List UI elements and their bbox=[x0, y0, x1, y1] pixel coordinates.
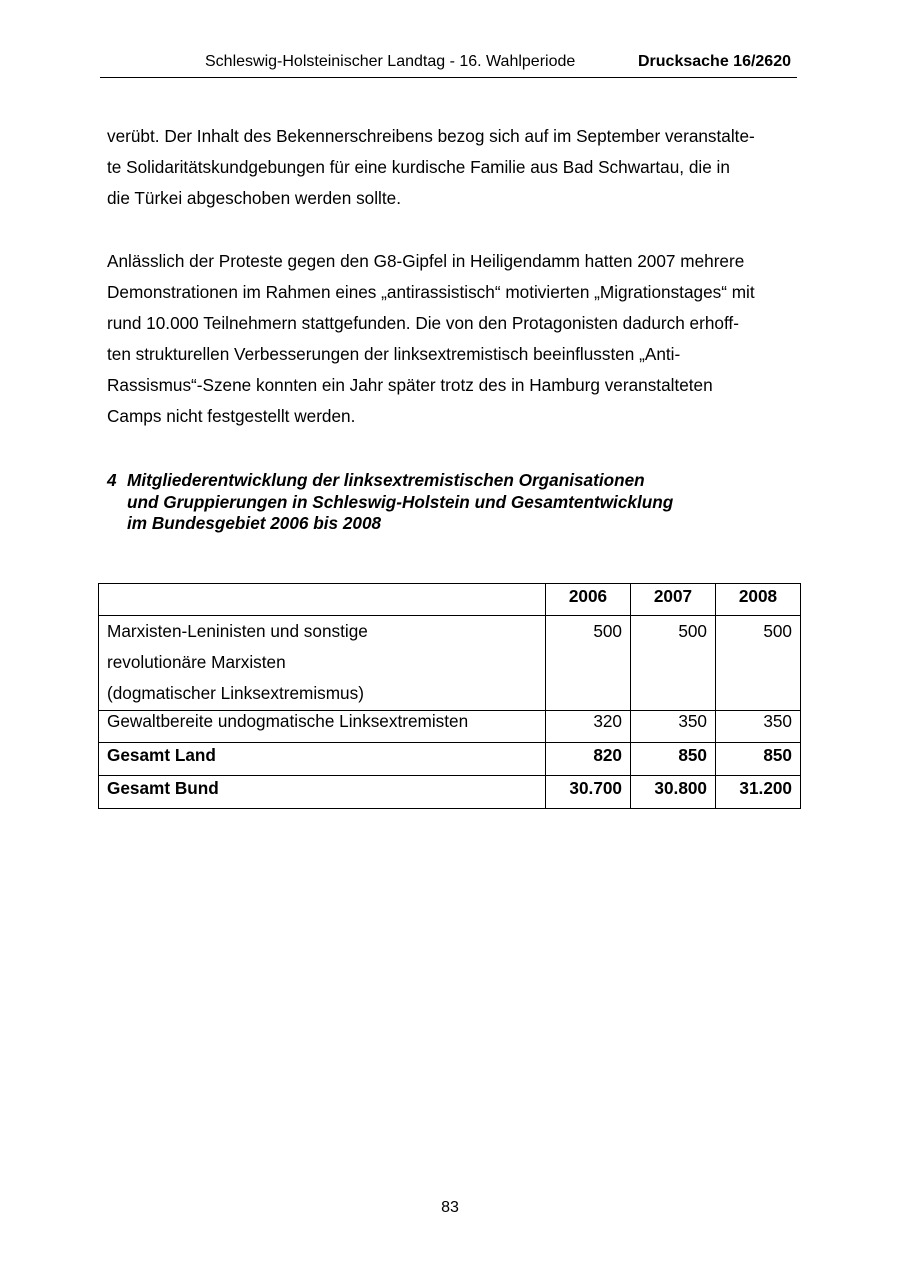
value-cell: 320 bbox=[546, 711, 631, 743]
section-title-line: Mitgliederentwicklung der linksextremistischen Organisationen bbox=[127, 470, 645, 490]
page-header bbox=[100, 52, 797, 78]
row-label: Gewaltbereite undogmatische Linksextremisten bbox=[99, 711, 546, 743]
value-cell: 350 bbox=[631, 711, 716, 743]
row-label: Gesamt Bund bbox=[99, 776, 546, 809]
section-number: 4 bbox=[107, 470, 117, 490]
section-title-line: im Bundesgebiet 2006 bis 2008 bbox=[127, 513, 382, 533]
paragraph-line: Anlässlich der Proteste gegen den G8-Gipfel in Heiligendamm hatten 2007 mehrere bbox=[107, 251, 745, 271]
row-label-line: (dogmatischer Linksextremismus) bbox=[107, 683, 364, 703]
table-row bbox=[99, 616, 801, 711]
value-cell: 500 bbox=[716, 616, 801, 711]
header-title: Schleswig-Holsteinischer Landtag - 16. Wahlperiode bbox=[205, 53, 576, 70]
row-label bbox=[99, 616, 546, 711]
paragraph-line: verübt. Der Inhalt des Bekennerschreibens bezog sich auf im September veranstalte- bbox=[107, 126, 755, 146]
section-title bbox=[127, 470, 787, 535]
value-cell: 500 bbox=[546, 616, 631, 711]
table-row-total-land bbox=[99, 743, 801, 776]
paragraph-2 bbox=[107, 246, 797, 432]
document-number: Drucksache 16/2620 bbox=[638, 53, 791, 70]
row-label-line: Marxisten-Leninisten und sonstige bbox=[107, 621, 368, 641]
section-title-line: und Gruppierungen in Schleswig-Holstein und Gesamtentwicklung bbox=[127, 491, 674, 512]
value-cell: 30.700 bbox=[546, 776, 631, 809]
header-cell-empty bbox=[99, 584, 546, 616]
value-cell: 31.200 bbox=[716, 776, 801, 809]
header-cell-2007: 2007 bbox=[631, 584, 716, 616]
table-header-row bbox=[99, 584, 801, 616]
membership-table bbox=[98, 583, 801, 809]
value-cell: 350 bbox=[716, 711, 801, 743]
page-number: 83 bbox=[441, 1199, 459, 1216]
table-row-total-bund bbox=[99, 776, 801, 809]
value-cell: 820 bbox=[546, 743, 631, 776]
paragraph-line: Camps nicht festgestellt werden. bbox=[107, 406, 356, 426]
paragraph-1 bbox=[107, 121, 797, 214]
row-label: Gesamt Land bbox=[99, 743, 546, 776]
paragraph-line: ten strukturellen Verbesserungen der linksextremistisch beeinflussten „Anti- bbox=[107, 344, 681, 364]
paragraph-line: te Solidaritätskundgebungen für eine kurdische Familie aus Bad Schwartau, die in bbox=[107, 157, 730, 177]
paragraph-line: die Türkei abgeschoben werden sollte. bbox=[107, 188, 401, 208]
table-row bbox=[99, 711, 801, 743]
header-cell-2008: 2008 bbox=[716, 584, 801, 616]
value-cell: 500 bbox=[631, 616, 716, 711]
paragraph-line: Demonstrationen im Rahmen eines „antirassistisch“ motivierten „Migrationstages“ mit bbox=[107, 282, 755, 302]
paragraph-line: Rassismus“-Szene konnten ein Jahr später trotz des in Hamburg veranstalteten bbox=[107, 375, 713, 395]
header-cell-2006: 2006 bbox=[546, 584, 631, 616]
value-cell: 850 bbox=[716, 743, 801, 776]
value-cell: 850 bbox=[631, 743, 716, 776]
paragraph-line: rund 10.000 Teilnehmern stattgefunden. Die von den Protagonisten dadurch erhoff- bbox=[107, 313, 739, 333]
value-cell: 30.800 bbox=[631, 776, 716, 809]
row-label-line: revolutionäre Marxisten bbox=[107, 652, 286, 672]
